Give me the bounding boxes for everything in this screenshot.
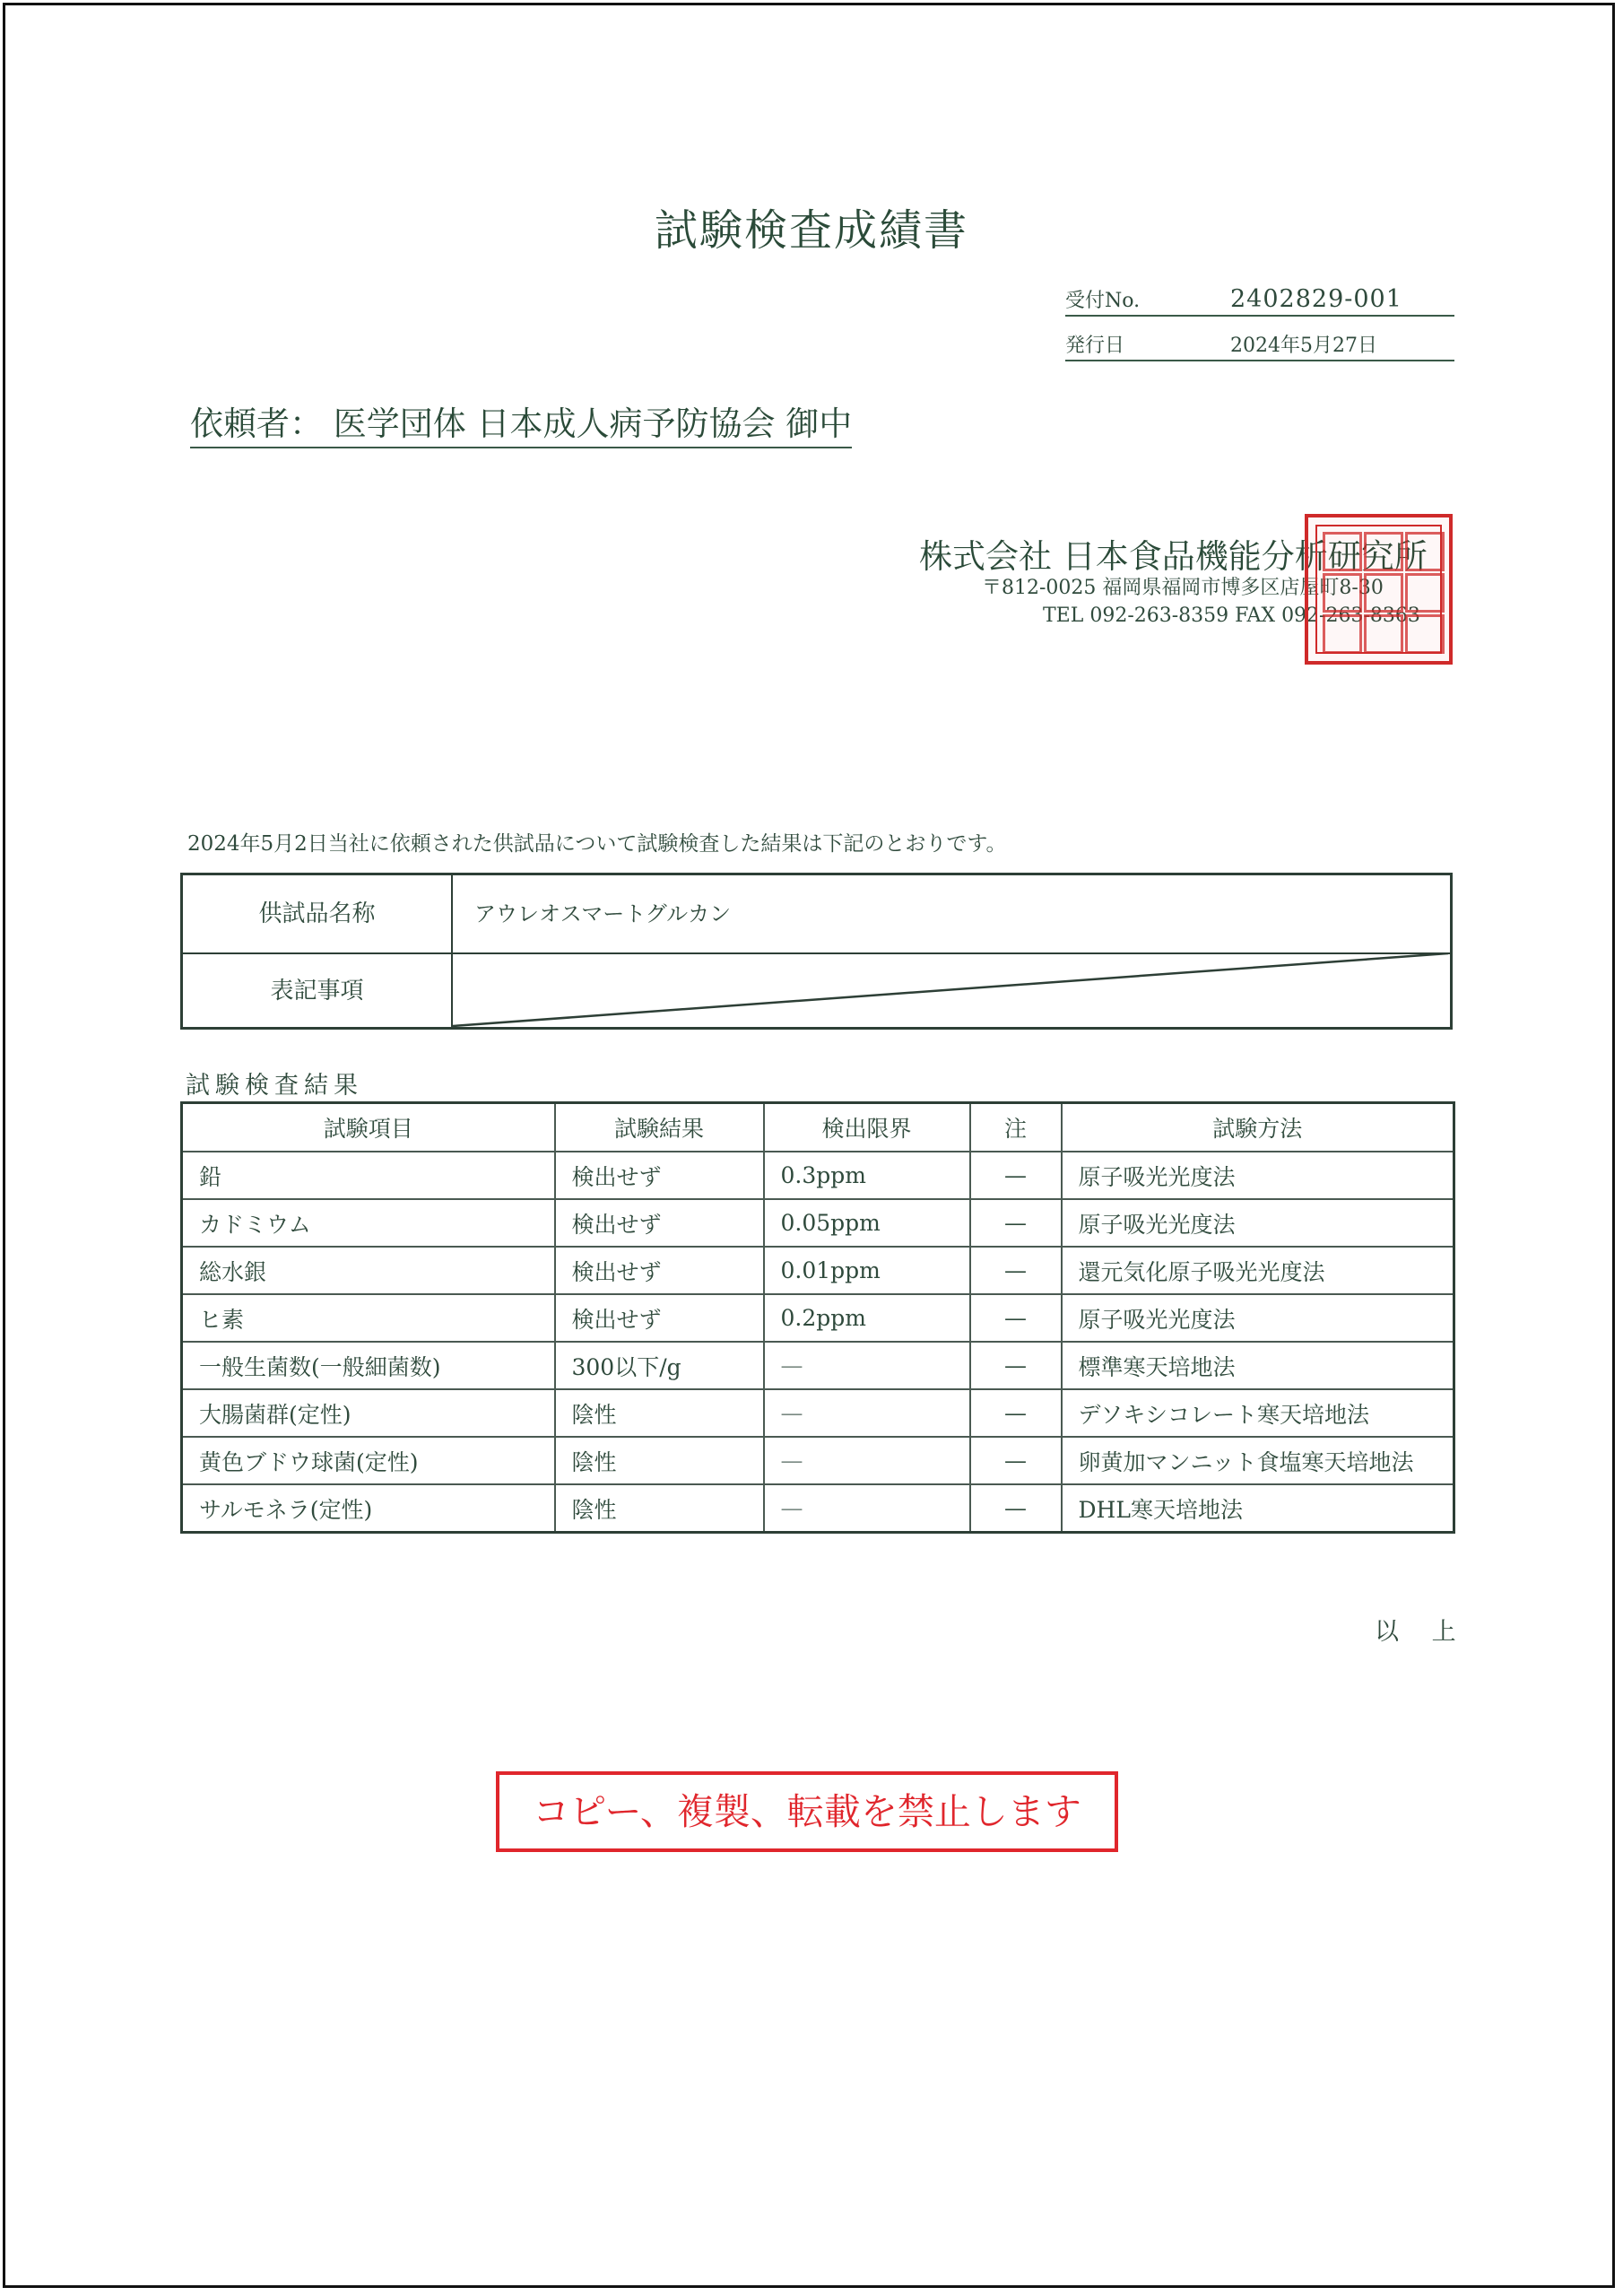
company-phone-fax: TEL 092-263-8359 FAX 092-263-8363 <box>1043 604 1420 627</box>
sample-name-label: 供試品名称 <box>183 875 453 952</box>
test-method: 標準寒天培地法 <box>1062 1342 1454 1389</box>
test-item: 大腸菌群(定性) <box>182 1389 555 1437</box>
client-name: 依頼者： 医学団体 日本成人病予防協会 御中 <box>190 396 852 448</box>
detection-limit: 0.2ppm <box>764 1294 970 1342</box>
document-title: 試験検査成績書 <box>654 205 968 256</box>
test-method: 原子吸光光度法 <box>1062 1294 1454 1342</box>
detection-limit: — <box>764 1484 970 1533</box>
test-item: 鉛 <box>182 1152 555 1199</box>
results-table <box>180 1101 1455 1534</box>
test-result: 300以下/g <box>555 1342 764 1389</box>
test-method: 還元気化原子吸光光度法 <box>1062 1247 1454 1294</box>
sample-info-table <box>180 873 1453 1030</box>
test-item: 総水銀 <box>182 1247 555 1294</box>
test-method: DHL寒天培地法 <box>1062 1484 1454 1533</box>
detection-limit: — <box>764 1342 970 1389</box>
receipt-number-row <box>1065 281 1454 317</box>
table-row <box>182 1484 1454 1533</box>
test-result: 検出せず <box>555 1247 764 1294</box>
detection-limit: 0.01ppm <box>764 1247 970 1294</box>
test-result: 検出せず <box>555 1294 764 1342</box>
detection-limit: — <box>764 1389 970 1437</box>
detection-limit: 0.3ppm <box>764 1152 970 1199</box>
table-row <box>182 1247 1454 1294</box>
sample-name-value: アウレオスマートグルカン <box>474 901 732 926</box>
table-row <box>182 1152 1454 1199</box>
test-result: 検出せず <box>555 1199 764 1247</box>
sample-name-row <box>183 875 1450 954</box>
table-row <box>182 1294 1454 1342</box>
seal-glyph <box>1405 532 1445 571</box>
results-header-row <box>182 1103 1454 1152</box>
intro-text: 2024年5月2日当社に依頼された供試品について試験検査した結果は下記のとおりです。 <box>187 832 1007 856</box>
seal-glyph <box>1364 573 1403 613</box>
seal-glyph <box>1364 614 1403 654</box>
copy-prohibited-notice: コピー、複製、転載を禁止します <box>496 1771 1118 1852</box>
header-test-result: 試験結果 <box>555 1103 764 1152</box>
issue-date-row <box>1065 326 1454 361</box>
table-row <box>182 1342 1454 1389</box>
issue-date: 2024年5月27日 <box>1230 335 1377 357</box>
test-method: 卵黄加マンニット食塩寒天培地法 <box>1062 1437 1454 1484</box>
test-result: 検出せず <box>555 1152 764 1199</box>
test-item: 一般生菌数(一般細菌数) <box>182 1342 555 1389</box>
seal-glyph <box>1323 532 1362 571</box>
seal-glyph <box>1364 532 1403 571</box>
test-result: 陰性 <box>555 1437 764 1484</box>
issue-date-label: 発行日 <box>1065 335 1125 357</box>
results-section-title: 試験検査結果 <box>186 1072 363 1100</box>
test-method: デソキシコレート寒天培地法 <box>1062 1389 1454 1437</box>
test-result: 陰性 <box>555 1484 764 1533</box>
header-test-method: 試験方法 <box>1062 1103 1454 1152</box>
header-detection-limit: 検出限界 <box>764 1103 970 1152</box>
note: — <box>970 1484 1062 1533</box>
table-row <box>182 1199 1454 1247</box>
seal-glyph <box>1323 614 1362 654</box>
header-test-item: 試験項目 <box>182 1103 555 1152</box>
company-address: 〒812-0025 福岡県福岡市博多区店屋町8-30 <box>982 577 1384 599</box>
note: — <box>970 1389 1062 1437</box>
note: — <box>970 1247 1062 1294</box>
seal-glyph <box>1405 573 1445 613</box>
seal-glyph <box>1405 614 1445 654</box>
test-item: 黄色ブドウ球菌(定性) <box>182 1437 555 1484</box>
note: — <box>970 1437 1062 1484</box>
table-row <box>182 1389 1454 1437</box>
notes-label: 表記事項 <box>183 952 453 1030</box>
receipt-number: 2402829-001 <box>1230 285 1402 313</box>
end-mark: 以 上 <box>1375 1618 1469 1646</box>
note: — <box>970 1152 1062 1199</box>
detection-limit: 0.05ppm <box>764 1199 970 1247</box>
notes-strike-line <box>451 952 1450 1027</box>
test-item: サルモネラ(定性) <box>182 1484 555 1533</box>
note: — <box>970 1342 1062 1389</box>
test-item: ヒ素 <box>182 1294 555 1342</box>
test-result: 陰性 <box>555 1389 764 1437</box>
seal-glyph <box>1323 573 1362 613</box>
table-row <box>182 1437 1454 1484</box>
note: — <box>970 1294 1062 1342</box>
header-note: 注 <box>970 1103 1062 1152</box>
test-method: 原子吸光光度法 <box>1062 1152 1454 1199</box>
test-method: 原子吸光光度法 <box>1062 1199 1454 1247</box>
test-item: カドミウム <box>182 1199 555 1247</box>
note: — <box>970 1199 1062 1247</box>
detection-limit: — <box>764 1437 970 1484</box>
company-seal-stamp <box>1305 514 1453 665</box>
company-name: 株式会社 日本食品機能分析研究所 <box>919 537 1428 576</box>
receipt-label: 受付No. <box>1065 290 1141 312</box>
